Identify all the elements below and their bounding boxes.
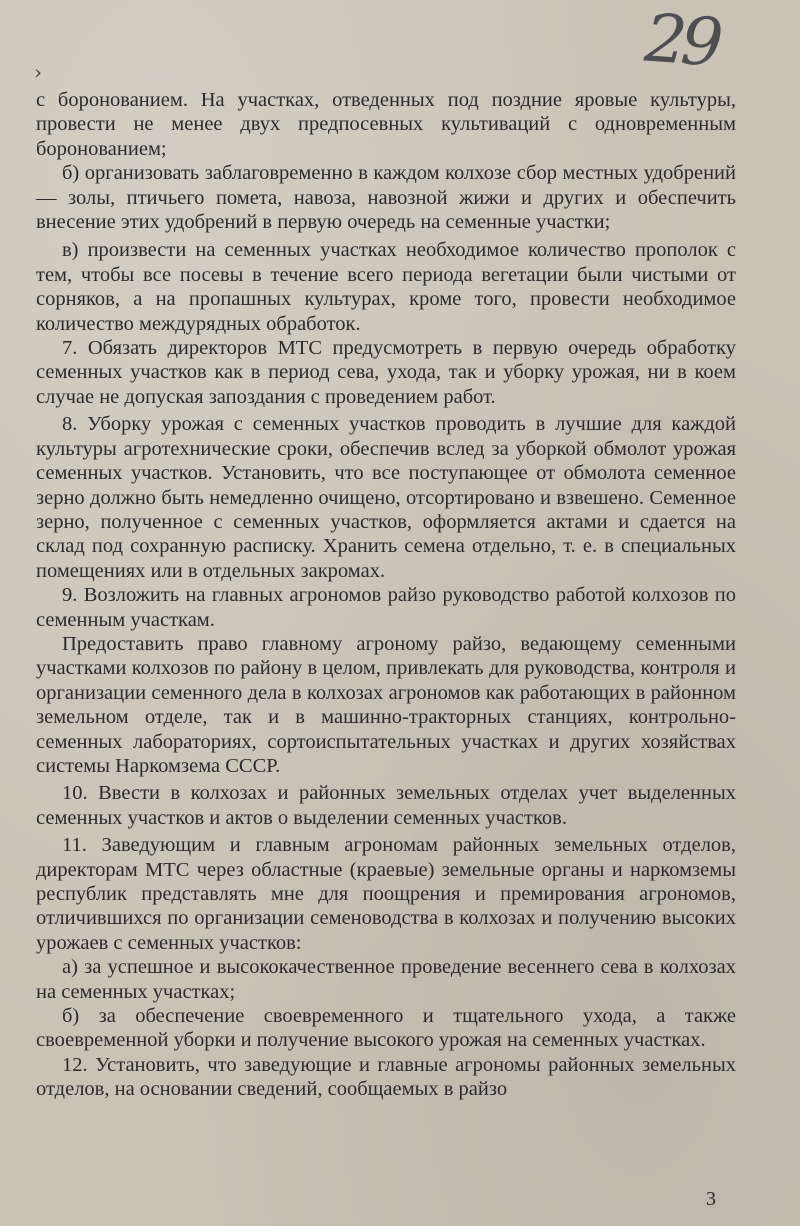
margin-mark: › <box>34 60 42 84</box>
paragraph-item-v: в) произвести на семенных участках необходимое количество прополок с тем, чтобы все посевы в течение всего периода вегетации были чистыми от сорняков, а на пропашных культурах, кроме того, провести необходимое количество междурядных обработок. <box>36 239 736 335</box>
document-body <box>36 88 736 1102</box>
paragraph-11: 11. Заведующим и главным агрономам районных земельных отделов, директорам МТС через областные (краевые) земельные органы и наркомземы республик представлять мне для поощрения и премирования агрономов, отличившихся по организации семеноводства в колхозах и получению высоких урожаев с семенных участков: <box>36 834 736 954</box>
paragraph-9-continued: Предоставить право главному агроному райзо, ведающему семенными участками колхозов по району в целом, привлекать для руководства, контроля и организации семенного дела в колхозах агрономов как работающих в районном земельном отделе, так и в машинно-тракторных станциях, контрольно-семенных лабораториях, сортоиспытательных участках и других хозяйствах системы Наркомзема СССР. <box>36 632 736 777</box>
paragraph-12: 12. Установить, что заведующие и главные агрономы районных земельных отделов, на основании сведений, сообщаемых в райзо <box>36 1053 736 1101</box>
paragraph-7: 7. Обязать директоров МТС предусмотреть в первую очередь обработку семенных участков как в период сева, ухода, так и уборку урожая, ни в коем случае не допуская запоздания с проведением работ. <box>36 337 736 408</box>
paragraph-continuation: с боронованием. На участках, отведенных под поздние яровые культуры, провести не менее двух предпосевных культиваций с одновременным боронованием; <box>36 89 736 160</box>
archive-folio-number: 29 <box>642 0 720 82</box>
paragraph-item-b: б) организовать заблаговременно в каждом колхозе сбор местных удобрений — золы, птичьего помета, навоза, навозной жижи и других и обеспечить внесение этих удобрений в первую очередь на семенные участки; <box>36 162 736 234</box>
paragraph-10: 10. Ввести в колхозах и районных земельных отделах учет выделенных семенных участков и актов о выделении семенных участков. <box>36 782 736 829</box>
paragraph-11-item-a: а) за успешное и высококачественное проведение весеннего сева в колхозах на семенных участках; <box>36 956 736 1003</box>
paragraph-9: 9. Возложить на главных агрономов райзо руководство работой колхозов по семенным участкам. <box>36 584 736 631</box>
page-number: 3 <box>706 1188 716 1210</box>
paragraph-11-item-b: б) за обеспечение своевременного и тщательного ухода, а также своевременной уборки и получение высокого урожая на семенных участках. <box>36 1005 736 1052</box>
paragraph-8: 8. Уборку урожая с семенных участков проводить в лучшие для каждой культуры агротехнические сроки, обеспечив вслед за уборкой обмолот урожая семенных участков. Установить, что все поступающее от обмолота семенное зерно должно быть немедленно очищено, отсортировано и взвешено. Семенное зерно, полученное с семенных участков, оформляется актами и сдается на склад под сохранную расписку. Хранить семена отдельно, т. е. в специальных помещениях или в отдельных закромах. <box>36 413 736 582</box>
